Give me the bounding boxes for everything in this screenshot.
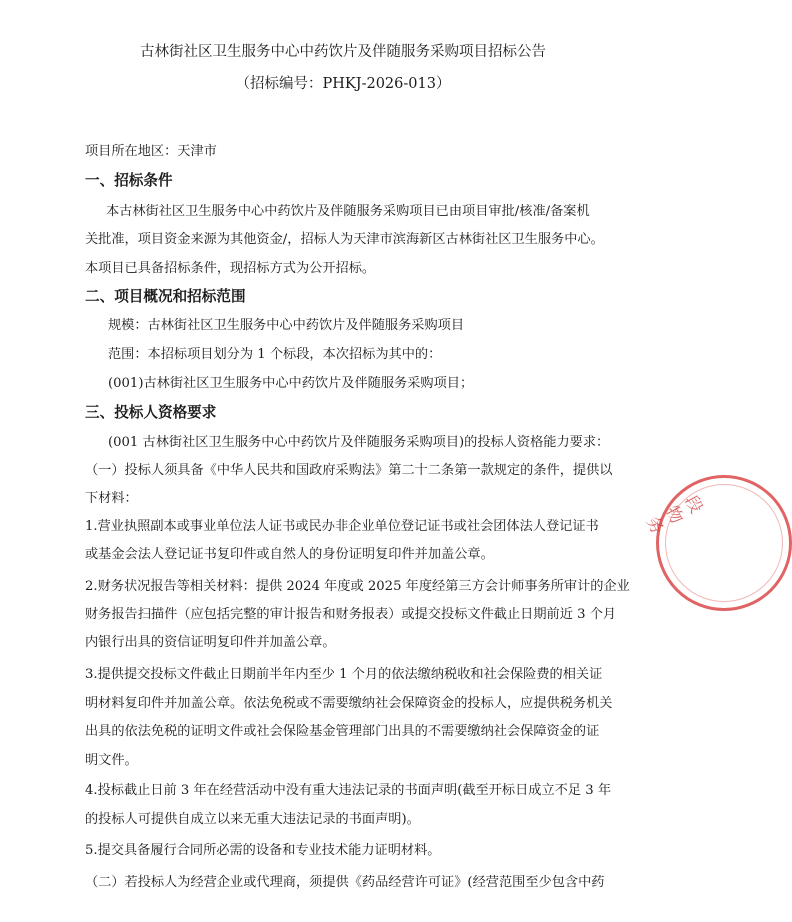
paragraph-line: 出具的依法免税的证明文件或社会保险基金管理部门出具的不需要缴纳社会保障资金的证 xyxy=(85,724,600,739)
paragraph-line: 5.提交具备履行合同所必需的设备和专业技术能力证明材料。 xyxy=(85,843,441,858)
paragraph-line: （二）若投标人为经营企业或代理商，须提供《药品经营许可证》(经营范围至少包含中药 xyxy=(85,875,605,890)
paragraph-line: 本古林街社区卫生服务中心中药饮片及伴随服务采购项目已由项目审批/核准/备案机 xyxy=(106,204,590,219)
paragraph-line: (001 古林街社区卫生服务中心中药饮片及伴随服务采购项目)的投标人资格能力要求： xyxy=(108,435,610,450)
paragraph-line: 本项目已具备招标条件，现招标方式为公开招标。 xyxy=(85,261,376,276)
paragraph-line: 3.提供提交投标文件截止日期前半年内至少 1 个月的依法缴纳税收和社会保险费的相关证 xyxy=(85,667,603,682)
paragraph-line: 明材料复印件并加盖公章。依法免税或不需要缴纳社会保障资金的投标人，应提供税务机关 xyxy=(85,696,613,711)
section-heading-1: 一、招标条件 xyxy=(85,172,173,189)
paragraph-line: (001)古林街社区卫生服务中心中药饮片及伴随服务采购项目； xyxy=(108,376,474,391)
paragraph-line: 规模：古林街社区卫生服务中心中药饮片及伴随服务采购项目 xyxy=(108,318,465,333)
section-heading-2: 二、项目概况和招标范围 xyxy=(85,288,246,305)
paragraph-line: 内银行出具的资信证明复印件并加盖公章。 xyxy=(85,635,336,650)
official-seal-stamp xyxy=(641,475,792,611)
paragraph-line: （一）投标人须具备《中华人民共和国政府采购法》第二十二条第一款规定的条件，提供以 xyxy=(85,463,613,478)
paragraph-line: 财务报告扫描件（应包括完整的审计报告和财务报表）或提交投标文件截止日期前近 3 个月 xyxy=(85,607,617,622)
paragraph-line: 2.财务状况报告等相关材料：提供 2024 年度或 2025 年度经第三方会计师事务所审计的企业 xyxy=(85,579,630,594)
document-title: 古林街社区卫生服务中心中药饮片及伴随服务采购项目招标公告 xyxy=(140,44,546,60)
paragraph-line: 下材料： xyxy=(85,491,138,506)
paragraph-line: 1.营业执照副本或事业单位法人证书或民办非企业单位登记证书或社会团体法人登记证书 xyxy=(85,519,599,534)
seal-text: 段物务 xyxy=(641,492,707,538)
paragraph-line: 的投标人可提供自成立以来无重大违法记录的书面声明)。 xyxy=(85,812,420,827)
bid-number: （招标编号：PHKJ-2026-013） xyxy=(235,76,451,92)
project-region: 项目所在地区：天津市 xyxy=(85,144,217,159)
paragraph-line: 范围：本招标项目划分为 1 个标段，本次招标为其中的： xyxy=(108,347,442,362)
paragraph-line: 关批准，项目资金来源为其他资金/，招标人为天津市滨海新区古林街社区卫生服务中心。 xyxy=(85,232,604,247)
paragraph-line: 4.投标截止日前 3 年在经营活动中没有重大违法记录的书面声明(截至开标日成立不足 3 年 xyxy=(85,783,612,798)
paragraph-line: 明文件。 xyxy=(85,753,138,768)
section-heading-3: 三、投标人资格要求 xyxy=(85,404,217,421)
paragraph-line: 或基金会法人登记证书复印件或自然人的身份证明复印件并加盖公章。 xyxy=(85,547,494,562)
